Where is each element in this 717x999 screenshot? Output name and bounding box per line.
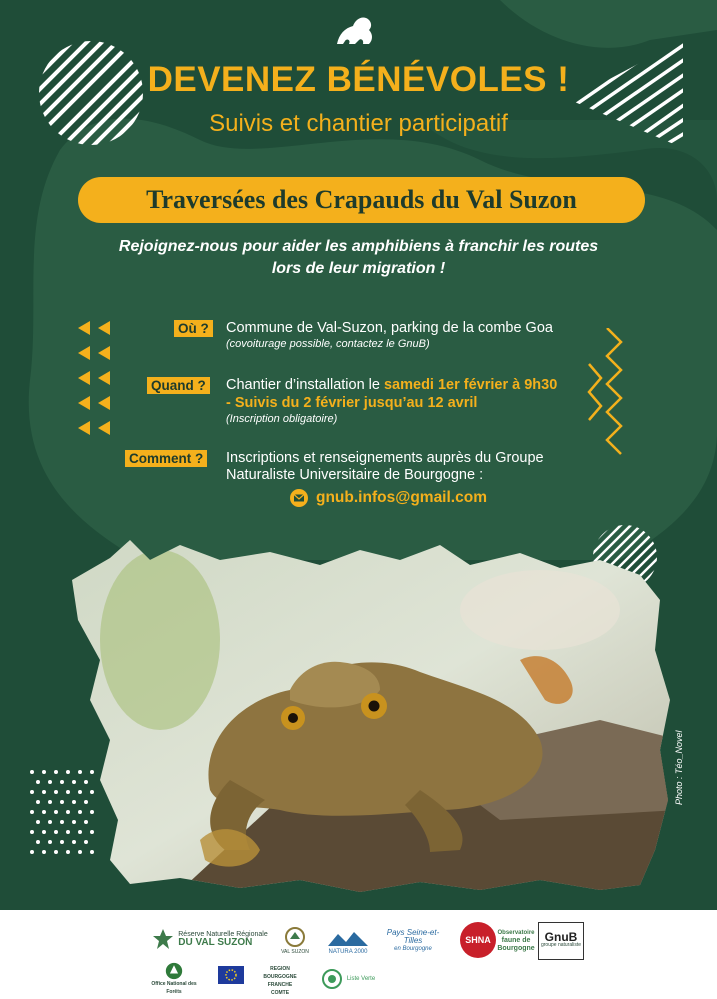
- how-label: Comment ?: [125, 450, 207, 467]
- page-title: DEVENEZ BÉNÉVOLES !: [147, 60, 570, 99]
- where-label: Où ?: [174, 320, 213, 337]
- dot-grid-decoration: [28, 768, 98, 868]
- tree-emblem-icon: [162, 962, 186, 980]
- logo-liste-verte: Liste Verte: [318, 966, 378, 992]
- photo-credit: Photo : Téo_Novel: [674, 730, 684, 805]
- eu-flag-icon: [218, 966, 244, 984]
- logo-region-bfc: REGION BOURGOGNE FRANCHE COMTE: [263, 966, 297, 996]
- logo-pays-seine-tilles: Pays Seine-et-Tilles en Bourgogne: [386, 928, 440, 952]
- contact-email-text[interactable]: gnub.infos@gmail.com: [316, 489, 487, 506]
- star-emblem-icon: [152, 928, 174, 950]
- logo-reserve-val-suzon: Réserve Naturelle Régionale DU VAL SUZON: [150, 924, 270, 954]
- logo-observatoire-faune: Observatoire faune de Bourgogne: [497, 930, 535, 952]
- when-note: (Inscription obligatoire): [226, 413, 338, 425]
- val-suzon-emblem-icon: [284, 926, 306, 948]
- natura-wave-icon: [328, 928, 368, 948]
- logo-onf: Office National des Forêts: [145, 962, 203, 996]
- logo-natura-2000: NATURA 2000: [325, 926, 371, 958]
- liste-verte-emblem-icon: [321, 968, 343, 990]
- logo-gnub: GnuB groupe naturaliste: [538, 922, 584, 960]
- intro-line-2: lors de leur migration !: [271, 260, 446, 277]
- when-line-2: - Suivis du 2 février jusqu’au 12 avril: [226, 395, 478, 411]
- intro-line-1: Rejoignez-nous pour aider les amphibiens à franchir les routes: [118, 238, 599, 255]
- when-line-1-start: Chantier d’installation le: [226, 377, 384, 393]
- event-banner-text: Traversées des Crapauds du Val Suzon: [146, 185, 577, 214]
- partner-logos: [0, 910, 717, 999]
- where-note: (covoiturage possible, contactez le GnuB): [226, 338, 430, 350]
- how-line-1: Inscriptions et renseignements auprès du Groupe: [226, 450, 544, 466]
- logo-shna: SHNA: [460, 922, 496, 958]
- logo-val-suzon: VAL SUZON: [280, 924, 310, 958]
- where-line: Commune de Val-Suzon, parking de la combe Goa: [226, 320, 553, 336]
- how-line-2: Naturaliste Universitaire de Bourgogne :: [226, 467, 484, 483]
- when-date-highlight: samedi 1er février à 9h30: [383, 377, 558, 393]
- when-label: Quand ?: [147, 377, 210, 394]
- page-subtitle: Suivis et chantier participatif: [209, 110, 508, 137]
